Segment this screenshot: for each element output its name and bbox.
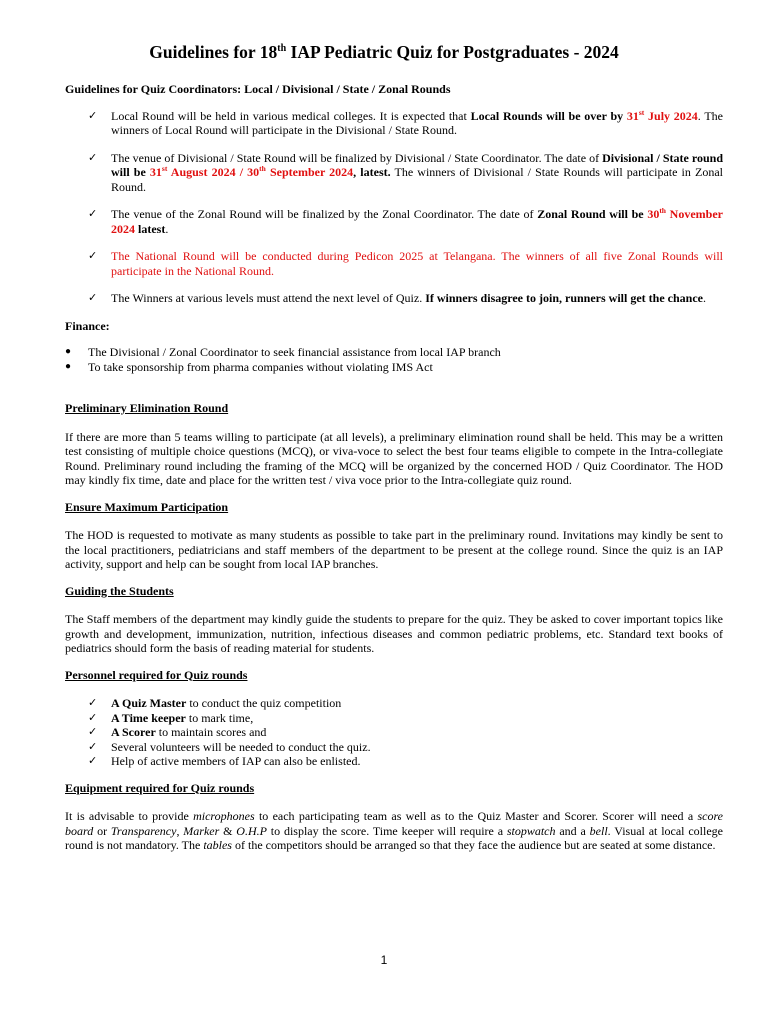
- list-item: ● The Divisional / Zonal Coordinator to seek financial assistance from local IAP branch: [65, 345, 501, 359]
- list-item: ✓ The Winners at various levels must attend the next level of Quiz. If winners disagree to join, runners will get the chance.: [88, 291, 706, 305]
- checkmark-icon: ✓: [88, 711, 98, 724]
- document-body: [65, 82, 723, 853]
- checkmark-icon: ✓: [88, 109, 98, 122]
- list-item: ✓ A Scorer to maintain scores and: [88, 725, 267, 739]
- checkmark-icon: ✓: [88, 292, 98, 304]
- list-item: ● To take sponsorship from pharma companies without violating IMS Act: [65, 359, 433, 374]
- prelim-heading: Preliminary Elimination Round: [65, 401, 229, 415]
- checkmark-icon: ✓: [88, 208, 98, 220]
- finance-heading: Finance:: [65, 318, 110, 333]
- checkmark-icon: ✓: [88, 250, 98, 262]
- list-item: ✓ A Time keeper to mark time,: [88, 710, 254, 725]
- bullet-icon: ●: [65, 360, 72, 372]
- guiding-body: The Staff members of the department may kindly guide the students to prepare for the quiz. They be asked to cover important topics like growth and development, immunization, nutrition, infectious diseases and common pediatric problems, etc. Standard text books of pediatrics should form the basis of reading material for students.: [65, 612, 723, 655]
- list-item: ✓ Several volunteers will be needed to conduct the quiz.: [88, 739, 371, 754]
- list-item: ✓ The National Round will be conducted during Pedicon 2025 at Telangana. The winners of all five Zonal Rounds will participate in the National Round.: [88, 249, 723, 278]
- guiding-heading: Guiding the Students: [65, 583, 174, 598]
- personnel-heading: Personnel required for Quiz rounds: [65, 667, 248, 682]
- checkmark-icon: ✓: [88, 726, 98, 738]
- page-number: 1: [380, 953, 388, 967]
- participation-body: The HOD is requested to motivate as many students as possible to take part in the preliminary round. Invitations may kindly be sent to the local practitioners, pediatricians and staff members of the department to be present at the college round. Since the quiz is an IAP activity, support and help can be sought from local IAP branches.: [65, 528, 723, 571]
- page-title: Guidelines for 18th IAP Pediatric Quiz for Postgraduates - 2024: [149, 42, 619, 62]
- checkmark-icon: ✓: [88, 697, 98, 709]
- coordinators-heading: Guidelines for Quiz Coordinators: Local / Divisional / State / Zonal Rounds: [65, 82, 451, 96]
- participation-heading: Ensure Maximum Participation: [65, 499, 229, 514]
- list-item: ✓ Help of active members of IAP can also be enlisted.: [88, 754, 361, 768]
- equipment-heading: Equipment required for Quiz rounds: [65, 780, 255, 795]
- list-item: ✓ The venue of Divisional / State Round will be finalized by Divisional / State Coordinator. The date of Divisional / State round will be 31st August 2024 / 30th September 2024, latest. The winners of Divisional / State Rounds will participate in Zonal Round.: [88, 150, 723, 194]
- checkmark-icon: ✓: [88, 151, 98, 164]
- personnel-list: [88, 696, 723, 769]
- coordinators-list: [88, 109, 723, 306]
- list-item: ✓ The venue of the Zonal Round will be finalized by the Zonal Coordinator. The date of Zonal Round will be 30th November 2024 latest.: [88, 206, 723, 236]
- checkmark-icon: ✓: [88, 740, 98, 753]
- list-item: ✓ Local Round will be held in various medical colleges. It is expected that Local Rounds will be over by 31st July 2024. The winners of Local Round will participate in the Divisional / State Round.: [88, 107, 723, 137]
- equipment-body: It is advisable to provide microphones to each participating team as well as to the Quiz Master and Scorer. Scorer will need a score board or Transparency, Marker & O.H.P to display the score. Time keeper will require a stopwatch and a bell. Visual at local college round is not mandatory. The tables of the competitors should be arranged so that they face the audience but are seated at some distance.: [65, 809, 723, 852]
- prelim-body: If there are more than 5 teams willing to participate (at all levels), a preliminary elimination round shall be held. This may be a written test consisting of multiple choice questions (MCQ), or viva-voce to select the best four teams eligible to compete in the Intra-collegiate Round. Preliminary round including the framing of the MCQ will be organized by the concerned HOD / Quiz Coordinator. The HOD may kindly fix time, date and place for the written test / viva voce prior to the Intra-collegiate quiz round.: [65, 429, 723, 487]
- checkmark-icon: ✓: [88, 755, 98, 767]
- bullet-icon: ●: [65, 346, 72, 357]
- finance-list: [65, 345, 723, 374]
- list-item: ✓ A Quiz Master to conduct the quiz competition: [88, 696, 342, 710]
